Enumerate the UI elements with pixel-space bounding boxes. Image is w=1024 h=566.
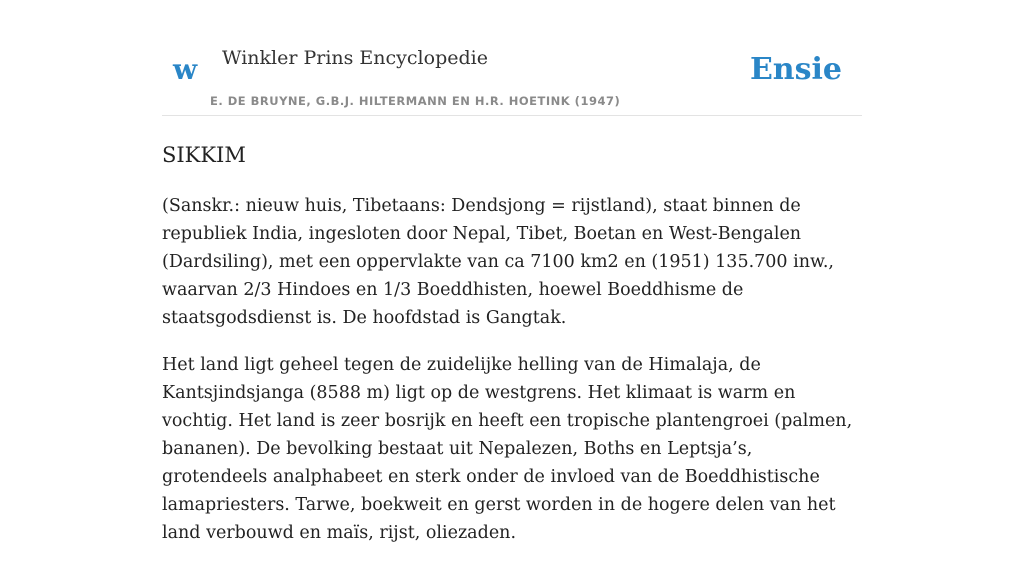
logo-icon[interactable]: w bbox=[173, 53, 198, 86]
authors-line: E. DE BRUYNE, G.B.J. HILTERMANN EN H.R. HOETINK (1947) bbox=[210, 94, 621, 108]
article-paragraph: (Sanskr.: nieuw huis, Tibetaans: Dendsjong = rijstland), staat binnen de republiek India, ingesloten door Nepal, Tibet, Boetan en West-Bengalen (Dardsiling), met een oppervlakte van ca 7100 km2 en (1951) 135.700 inw., waarvan 2/3 Hindoes en 1/3 Boeddhisten, hoewel Boeddhisme de staatsgodsdienst is. De hoofdstad is Gangtak. bbox=[162, 196, 834, 328]
brand-logo[interactable]: Ensie bbox=[749, 52, 842, 87]
article-title: SIKKIM bbox=[162, 143, 246, 167]
article-body bbox=[162, 192, 862, 566]
site-title[interactable]: Winkler Prins Encyclopedie bbox=[222, 47, 488, 69]
header bbox=[162, 40, 862, 116]
article-paragraph: Het land ligt geheel tegen de zuidelijke helling van de Himalaja, de Kantsjindsjanga (8588 m) ligt op de westgrens. Het klimaat is warm en vochtig. Het land is zeer bosrijk en heeft een tropische plantengroei (palmen, bananen). De bevolking bestaat uit Nepalezen, Boths en Leptsja’s, grotendeels analphabeet en sterk onder de invloed van de Boeddhistische lamapriesters. Tarwe, boekweit en gerst worden in de hogere delen van het land verbouwd en maïs, rijst, oliezaden. bbox=[162, 355, 853, 543]
